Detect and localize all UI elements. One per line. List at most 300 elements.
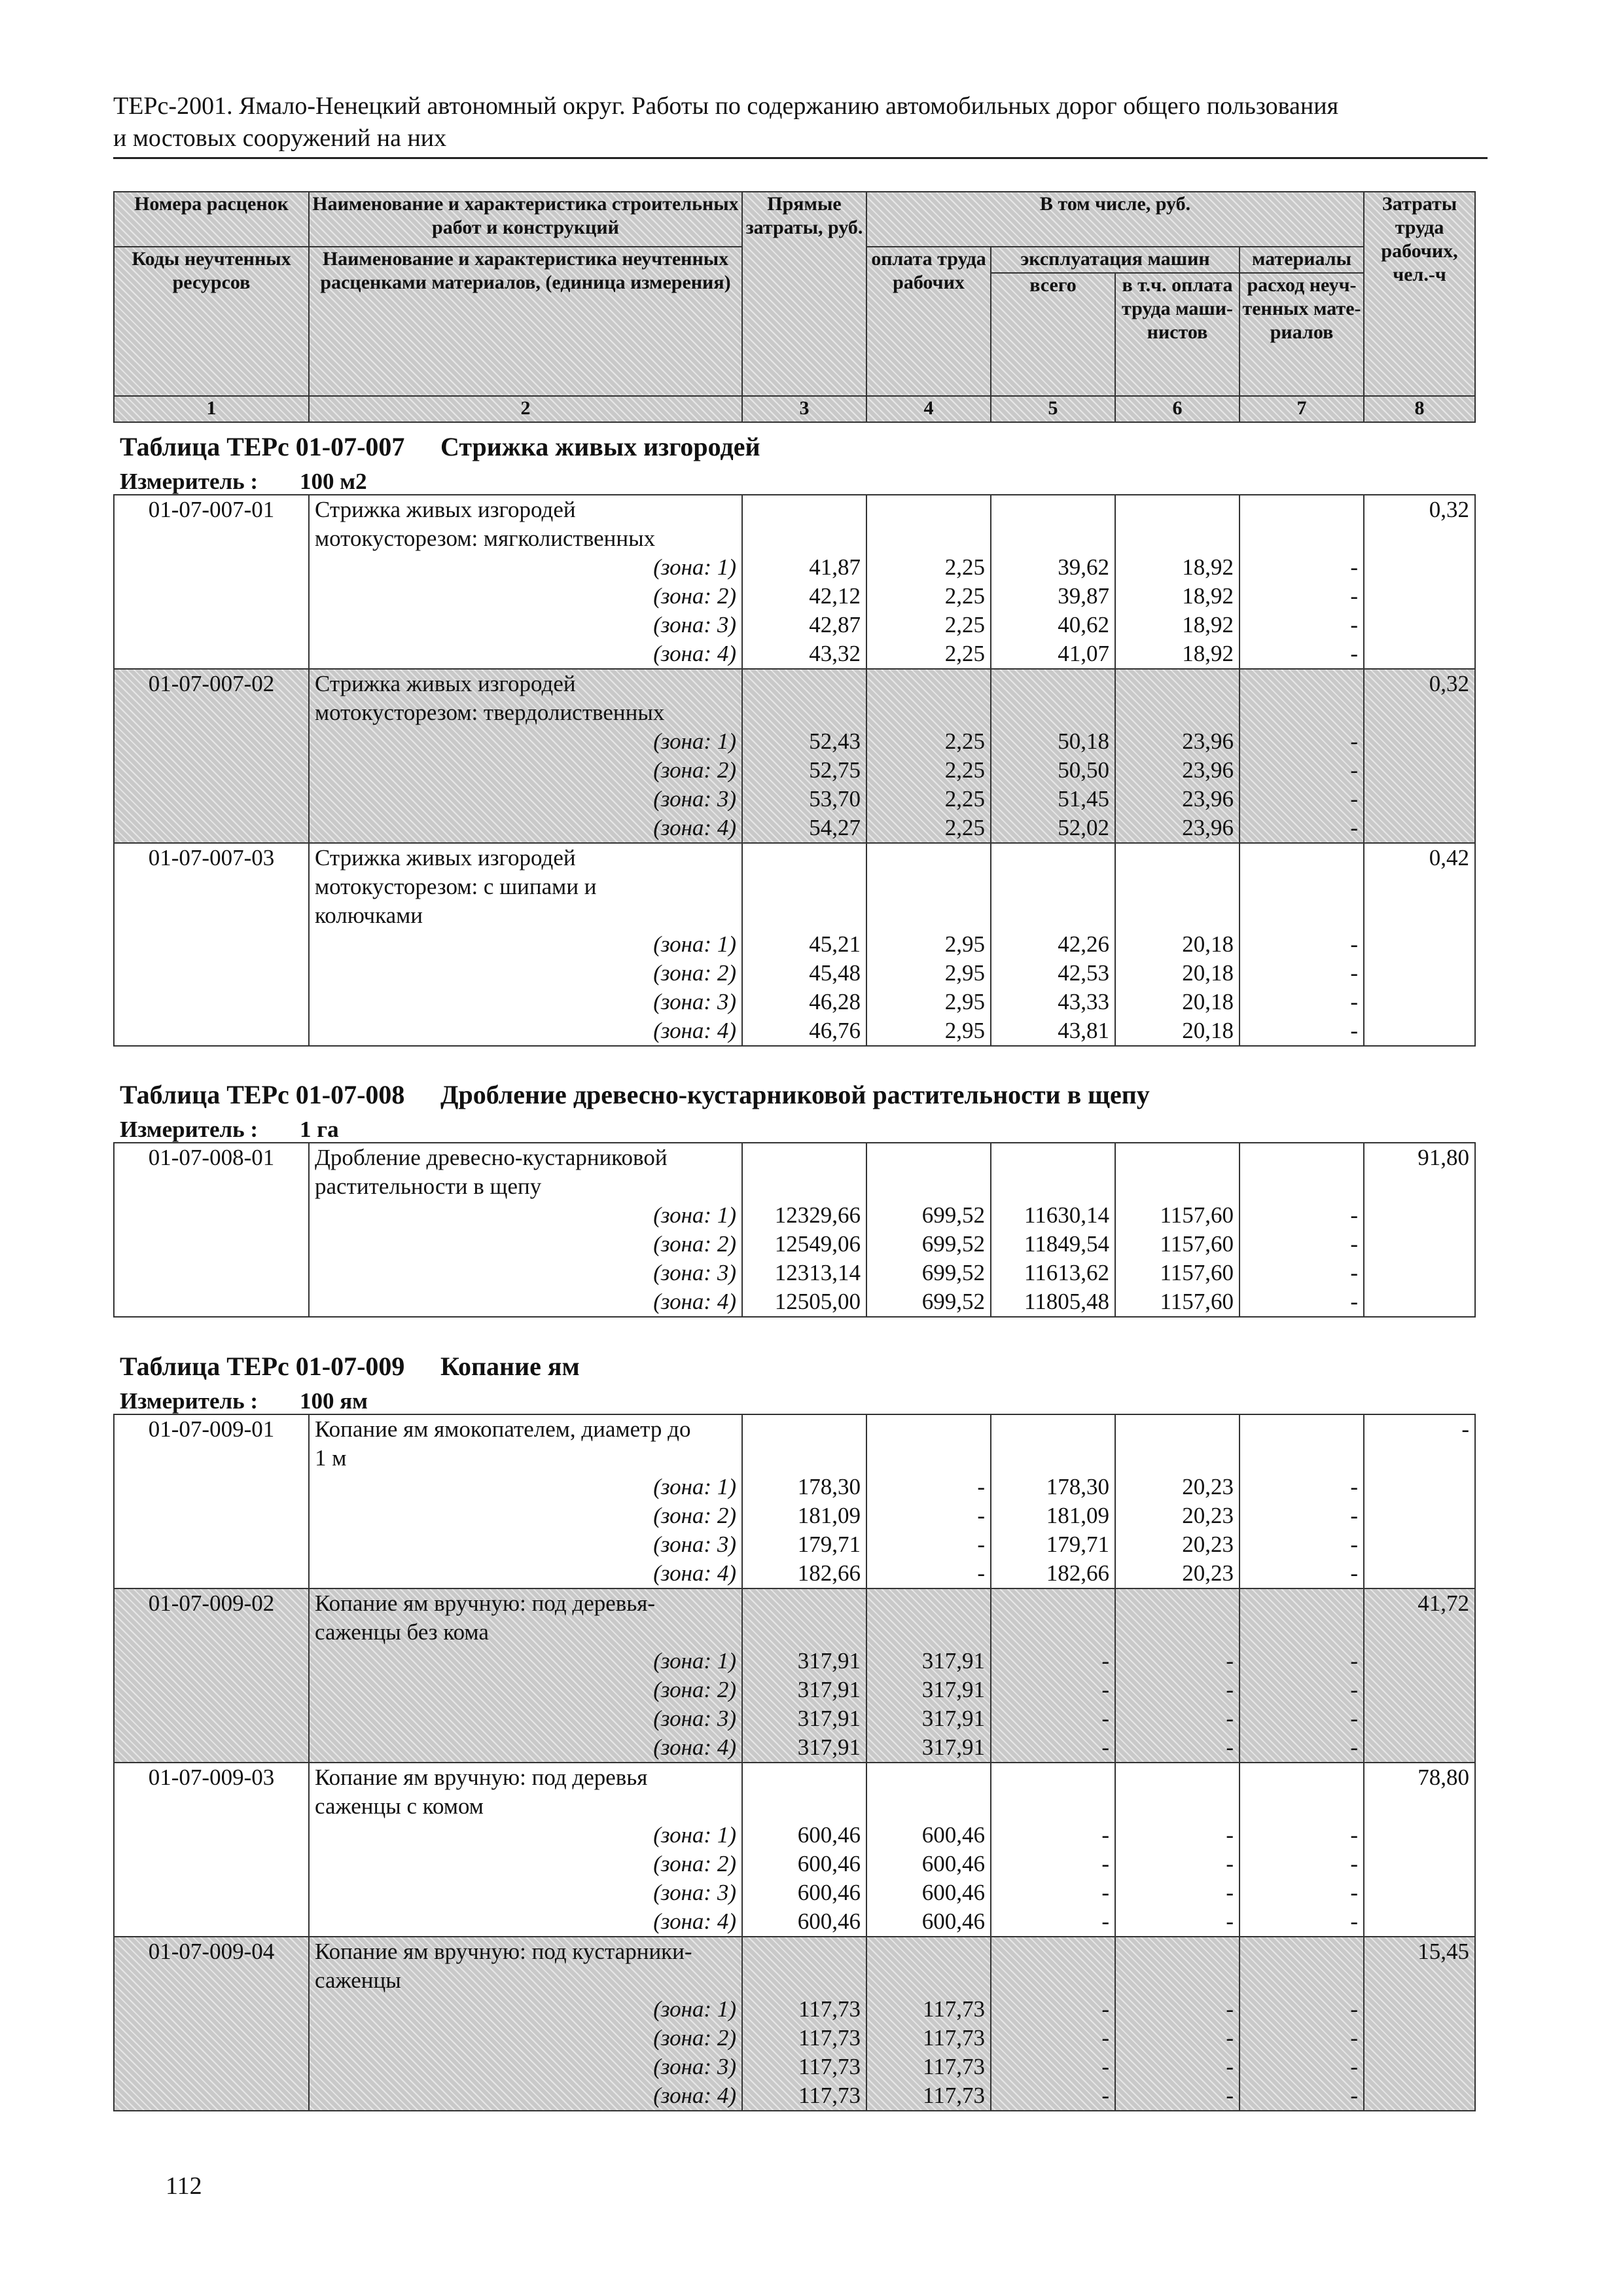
value-machines: 43,33 <box>1058 989 1109 1014</box>
rate-description <box>309 495 742 669</box>
value-wages: 2,25 <box>944 554 985 580</box>
column-number: 1 <box>114 396 309 422</box>
rate-description <box>309 1937 742 2111</box>
zone-label: (зона: 1) <box>653 1474 736 1499</box>
value-machines: 179,71 <box>1046 1532 1109 1557</box>
value-direct: 317,91 <box>797 1648 861 1674</box>
value-wages: 2,95 <box>944 960 985 986</box>
value-machines: 39,62 <box>1058 554 1109 580</box>
rate-row <box>114 843 1475 1046</box>
value-direct: 317,91 <box>797 1677 861 1702</box>
header-wages: оплата труда рабочих <box>866 247 991 396</box>
cell-materials <box>1240 1588 1364 1763</box>
value-direct: 46,76 <box>809 1018 861 1043</box>
cell-direct <box>742 843 866 1046</box>
labor-cost: - <box>1364 1414 1475 1588</box>
value-machinists: - <box>1226 1851 1234 1876</box>
rate-code: 01-07-009-04 <box>114 1937 309 2111</box>
value-machinists: 23,96 <box>1182 728 1234 754</box>
value-wages: 317,91 <box>921 1677 985 1702</box>
section-01-07-009 <box>113 1348 1474 2111</box>
cell-materials <box>1240 669 1364 843</box>
value-materials: - <box>1350 2025 1358 2051</box>
value-machinists: 20,18 <box>1182 989 1234 1014</box>
value-direct: 52,75 <box>809 757 861 783</box>
value-direct: 42,12 <box>809 583 861 609</box>
cell-machinists <box>1115 495 1240 669</box>
labor-cost: 0,32 <box>1364 669 1475 843</box>
value-wages: 317,91 <box>921 1706 985 1731</box>
measure-unit: 100 м2 <box>300 469 367 494</box>
value-machinists: 20,23 <box>1182 1532 1234 1557</box>
page-number: 112 <box>166 2172 202 2200</box>
zone-label: (зона: 2) <box>653 1231 736 1257</box>
value-wages: 2,25 <box>944 612 985 637</box>
header-work-name: Наименование и характеристика строительных работ и конструкций <box>309 192 742 247</box>
value-direct: 41,87 <box>809 554 861 580</box>
table-measure <box>113 465 1474 494</box>
value-wages: 2,95 <box>944 989 985 1014</box>
column-number: 8 <box>1364 396 1475 422</box>
value-materials: - <box>1350 815 1358 840</box>
cell-materials <box>1240 1143 1364 1317</box>
cell-direct <box>742 669 866 843</box>
cell-direct <box>742 1937 866 2111</box>
cell-materials <box>1240 495 1364 669</box>
value-materials: - <box>1350 1880 1358 1905</box>
table-title <box>113 1077 1474 1113</box>
cell-direct <box>742 1588 866 1763</box>
value-machinists: 20,18 <box>1182 931 1234 957</box>
value-materials: - <box>1350 1503 1358 1528</box>
zone-label: (зона: 1) <box>653 931 736 957</box>
column-number: 4 <box>866 396 991 422</box>
value-wages: 600,46 <box>921 1880 985 1905</box>
value-wages: 2,25 <box>944 786 985 812</box>
value-machinists: 18,92 <box>1182 554 1234 580</box>
value-wages: 117,73 <box>923 2054 985 2079</box>
value-wages: 317,91 <box>921 1734 985 1760</box>
rate-code: 01-07-007-02 <box>114 669 309 843</box>
value-direct: 182,66 <box>797 1560 861 1586</box>
value-materials: - <box>1350 1734 1358 1760</box>
table-name: Стрижка живых изгородей <box>440 432 760 461</box>
value-direct: 12313,14 <box>774 1260 861 1285</box>
column-header-table <box>113 191 1476 423</box>
description-line: Копание ям вручную: под кустарники- <box>315 1939 692 1964</box>
cell-wages <box>866 1763 991 1937</box>
value-machinists: - <box>1226 1648 1234 1674</box>
value-materials: - <box>1350 1202 1358 1228</box>
value-wages: 117,73 <box>923 2025 985 2051</box>
value-materials: - <box>1350 757 1358 783</box>
value-materials: - <box>1350 931 1358 957</box>
table-number: Таблица ТЕРс 01-07-008 <box>120 1080 405 1109</box>
value-wages: - <box>977 1532 985 1557</box>
header-material-name: Наименование и характеристика неучтенных расценками материалов, (единица измерения) <box>309 247 742 396</box>
cell-machines <box>991 1588 1115 1763</box>
zone-label: (зона: 1) <box>653 1996 736 2022</box>
cell-machinists <box>1115 1763 1240 1937</box>
value-direct: 54,27 <box>809 815 861 840</box>
table-name: Дробление древесно-кустарниковой растительности в щепу <box>440 1080 1150 1109</box>
zone-label: (зона: 3) <box>653 786 736 812</box>
cell-wages <box>866 1143 991 1317</box>
measure-unit: 100 ям <box>300 1388 368 1414</box>
running-title <box>113 90 1488 154</box>
value-direct: 12505,00 <box>774 1289 861 1314</box>
description-line: саженцы с комом <box>315 1793 484 1819</box>
zone-label: (зона: 2) <box>653 2025 736 2051</box>
rate-row <box>114 1143 1475 1317</box>
value-machines: 11630,14 <box>1024 1202 1109 1228</box>
rate-code: 01-07-007-03 <box>114 843 309 1046</box>
value-machines: - <box>1101 1677 1109 1702</box>
value-machines: - <box>1101 1996 1109 2022</box>
zone-label: (зона: 4) <box>653 2083 736 2108</box>
rate-code: 01-07-009-01 <box>114 1414 309 1588</box>
value-machinists: 18,92 <box>1182 583 1234 609</box>
value-machinists: - <box>1226 1706 1234 1731</box>
value-direct: 12329,66 <box>774 1202 861 1228</box>
running-title-line-1: ТЕРс-2001. Ямало-Ненецкий автономный округ. Работы по содержанию автомобильных дорог общего пользования <box>113 92 1339 120</box>
value-direct: 42,87 <box>809 612 861 637</box>
table-title <box>113 1348 1474 1385</box>
measure-label: Измеритель : <box>120 469 259 494</box>
description-line: мотокусторезом: мягколиственных <box>315 526 656 551</box>
value-direct: 52,43 <box>809 728 861 754</box>
value-wages: 2,25 <box>944 728 985 754</box>
value-materials: - <box>1350 728 1358 754</box>
rate-row <box>114 1937 1475 2111</box>
zone-label: (зона: 1) <box>653 1202 736 1228</box>
value-direct: 12549,06 <box>774 1231 861 1257</box>
header-including: В том числе, руб. <box>866 192 1364 247</box>
value-machinists: - <box>1226 1734 1234 1760</box>
value-wages: - <box>977 1560 985 1586</box>
cell-direct <box>742 495 866 669</box>
value-machines: - <box>1101 1822 1109 1848</box>
cell-wages <box>866 1414 991 1588</box>
value-machinists: 18,92 <box>1182 612 1234 637</box>
value-direct: 46,28 <box>809 989 861 1014</box>
measure-unit: 1 га <box>300 1117 339 1142</box>
column-number: 5 <box>991 396 1115 422</box>
value-materials: - <box>1350 641 1358 666</box>
rate-code: 01-07-009-03 <box>114 1763 309 1937</box>
cell-machinists <box>1115 843 1240 1046</box>
zone-label: (зона: 3) <box>653 1880 736 1905</box>
header-materials: материалы <box>1240 247 1364 273</box>
zone-label: (зона: 3) <box>653 989 736 1014</box>
cell-direct <box>742 1763 866 1937</box>
value-machines: 42,53 <box>1058 960 1109 986</box>
header-labor: Затраты труда рабочих, чел.-ч <box>1364 192 1475 396</box>
value-machines: 182,66 <box>1046 1560 1109 1586</box>
value-machinists: - <box>1226 2083 1234 2108</box>
section-01-07-007 <box>113 429 1474 1047</box>
value-materials: - <box>1350 1648 1358 1674</box>
rate-code: 01-07-007-01 <box>114 495 309 669</box>
column-number: 3 <box>742 396 866 422</box>
measure-label: Измеритель : <box>120 1117 259 1142</box>
value-machines: 52,02 <box>1058 815 1109 840</box>
value-machinists: - <box>1226 1996 1234 2022</box>
value-machines: 51,45 <box>1058 786 1109 812</box>
value-direct: 45,48 <box>809 960 861 986</box>
value-machines: 11805,48 <box>1024 1289 1109 1314</box>
value-materials: - <box>1350 1532 1358 1557</box>
cell-wages <box>866 495 991 669</box>
zone-label: (зона: 3) <box>653 2054 736 2079</box>
cell-machines <box>991 1763 1115 1937</box>
value-wages: 600,46 <box>921 1822 985 1848</box>
zone-label: (зона: 3) <box>653 1706 736 1731</box>
description-line: Стрижка живых изгородей <box>315 845 576 870</box>
value-wages: 699,52 <box>921 1202 985 1228</box>
description-line: 1 м <box>315 1445 347 1471</box>
value-materials: - <box>1350 1822 1358 1848</box>
value-materials: - <box>1350 989 1358 1014</box>
value-materials: - <box>1350 1260 1358 1285</box>
zone-label: (зона: 1) <box>653 554 736 580</box>
zone-label: (зона: 1) <box>653 728 736 754</box>
value-wages: 117,73 <box>923 1996 985 2022</box>
header-direct-costs: Прямые затраты, руб. <box>742 192 866 396</box>
cell-materials <box>1240 843 1364 1046</box>
cell-materials <box>1240 1763 1364 1937</box>
rate-row <box>114 669 1475 843</box>
value-materials: - <box>1350 554 1358 580</box>
zone-label: (зона: 4) <box>653 1560 736 1586</box>
description-line: мотокусторезом: с шипами и <box>315 874 597 899</box>
value-wages: - <box>977 1503 985 1528</box>
value-direct: 117,73 <box>798 2054 861 2079</box>
cell-wages <box>866 843 991 1046</box>
description-line: Стрижка живых изгородей <box>315 671 576 696</box>
value-machinists: 1157,60 <box>1160 1231 1234 1257</box>
value-materials: - <box>1350 1474 1358 1499</box>
cell-direct <box>742 1414 866 1588</box>
table-measure <box>113 1113 1474 1142</box>
value-machines: - <box>1101 1706 1109 1731</box>
value-machinists: - <box>1226 1909 1234 1934</box>
value-wages: 2,95 <box>944 931 985 957</box>
value-machines: 41,07 <box>1058 641 1109 666</box>
value-machines: - <box>1101 1734 1109 1760</box>
header-total: всего <box>991 273 1115 396</box>
value-machines: 181,09 <box>1046 1503 1109 1528</box>
value-direct: 600,46 <box>797 1880 861 1905</box>
value-machines: 178,30 <box>1046 1474 1109 1499</box>
description-line: Дробление древесно-кустарниковой <box>315 1145 668 1170</box>
header-unaccounted-materials: расход неуч-тенных мате-риалов <box>1240 273 1364 396</box>
value-materials: - <box>1350 1851 1358 1876</box>
rate-row <box>114 1588 1475 1763</box>
rate-description <box>309 669 742 843</box>
column-number: 2 <box>309 396 742 422</box>
column-number: 7 <box>1240 396 1364 422</box>
rate-code: 01-07-009-02 <box>114 1588 309 1763</box>
rate-description <box>309 1414 742 1588</box>
value-machines: - <box>1101 1851 1109 1876</box>
cell-machinists <box>1115 1414 1240 1588</box>
value-wages: 699,52 <box>921 1289 985 1314</box>
value-machinists: 20,23 <box>1182 1474 1234 1499</box>
table-name: Копание ям <box>440 1352 580 1381</box>
value-machines: 50,50 <box>1058 757 1109 783</box>
value-machinists: - <box>1226 1880 1234 1905</box>
zone-label: (зона: 2) <box>653 1677 736 1702</box>
zone-label: (зона: 1) <box>653 1648 736 1674</box>
value-machines: 50,18 <box>1058 728 1109 754</box>
value-direct: 43,32 <box>809 641 861 666</box>
cell-machines <box>991 1143 1115 1317</box>
value-machinists: - <box>1226 1677 1234 1702</box>
zone-label: (зона: 2) <box>653 583 736 609</box>
value-machines: 43,81 <box>1058 1018 1109 1043</box>
value-materials: - <box>1350 1706 1358 1731</box>
cell-machinists <box>1115 1143 1240 1317</box>
zone-label: (зона: 4) <box>653 1289 736 1314</box>
cell-machines <box>991 495 1115 669</box>
cell-wages <box>866 1588 991 1763</box>
value-direct: 600,46 <box>797 1822 861 1848</box>
zone-label: (зона: 2) <box>653 1503 736 1528</box>
section-01-07-008 <box>113 1077 1474 1318</box>
description-line: Копание ям ямокопателем, диаметр до <box>315 1416 691 1442</box>
value-direct: 178,30 <box>797 1474 861 1499</box>
value-machines: - <box>1101 2083 1109 2108</box>
zone-label: (зона: 4) <box>653 1018 736 1043</box>
value-machinists: 23,96 <box>1182 815 1234 840</box>
value-machines: 40,62 <box>1058 612 1109 637</box>
header-machinist-wages: в т.ч. оплата труда маши-нистов <box>1115 273 1240 396</box>
value-direct: 117,73 <box>798 2083 861 2108</box>
value-wages: 2,25 <box>944 815 985 840</box>
zone-label: (зона: 3) <box>653 1260 736 1285</box>
cell-machines <box>991 1414 1115 1588</box>
header-rule <box>113 157 1488 159</box>
zone-label: (зона: 1) <box>653 1822 736 1848</box>
value-machinists: 23,96 <box>1182 757 1234 783</box>
value-wages: 600,46 <box>921 1909 985 1934</box>
header-resource-codes: Коды неучтенных ресурсов <box>114 247 309 396</box>
rates-table <box>113 1142 1476 1318</box>
table-measure <box>113 1385 1474 1414</box>
value-materials: - <box>1350 1677 1358 1702</box>
value-machinists: - <box>1226 2054 1234 2079</box>
value-machines: 42,26 <box>1058 931 1109 957</box>
zone-label: (зона: 2) <box>653 1851 736 1876</box>
value-machines: - <box>1101 1880 1109 1905</box>
zone-label: (зона: 3) <box>653 1532 736 1557</box>
value-wages: 2,25 <box>944 583 985 609</box>
value-direct: 45,21 <box>809 931 861 957</box>
column-number: 6 <box>1115 396 1240 422</box>
table-title <box>113 429 1474 465</box>
labor-cost: 15,45 <box>1364 1937 1475 2111</box>
value-materials: - <box>1350 1289 1358 1314</box>
value-wages: 2,25 <box>944 757 985 783</box>
description-line: Стрижка живых изгородей <box>315 497 576 522</box>
header-machine-operation: эксплуатация машин <box>991 247 1240 273</box>
rate-row <box>114 1763 1475 1937</box>
value-wages: 600,46 <box>921 1851 985 1876</box>
rate-row <box>114 495 1475 669</box>
value-machinists: 20,23 <box>1182 1503 1234 1528</box>
description-line: Копание ям вручную: под деревья <box>315 1765 648 1790</box>
value-materials: - <box>1350 1560 1358 1586</box>
value-materials: - <box>1350 786 1358 812</box>
value-machines: - <box>1101 2054 1109 2079</box>
value-materials: - <box>1350 1231 1358 1257</box>
value-machines: 11613,62 <box>1024 1260 1109 1285</box>
value-machines: 11849,54 <box>1024 1231 1109 1257</box>
value-machinists: 20,23 <box>1182 1560 1234 1586</box>
value-machinists: 18,92 <box>1182 641 1234 666</box>
value-materials: - <box>1350 612 1358 637</box>
value-direct: 117,73 <box>798 2025 861 2051</box>
description-line: Копание ям вручную: под деревья- <box>315 1590 656 1616</box>
rate-description <box>309 843 742 1046</box>
value-wages: 2,25 <box>944 641 985 666</box>
description-line: мотокусторезом: твердолиственных <box>315 700 665 725</box>
value-direct: 600,46 <box>797 1909 861 1934</box>
description-line: саженцы <box>315 1967 401 1993</box>
value-direct: 600,46 <box>797 1851 861 1876</box>
zone-label: (зона: 3) <box>653 612 736 637</box>
value-direct: 179,71 <box>797 1532 861 1557</box>
cell-wages <box>866 669 991 843</box>
cell-direct <box>742 1143 866 1317</box>
value-direct: 53,70 <box>809 786 861 812</box>
cell-machinists <box>1115 1588 1240 1763</box>
zone-label: (зона: 2) <box>653 757 736 783</box>
rate-code: 01-07-008-01 <box>114 1143 309 1317</box>
value-materials: - <box>1350 1996 1358 2022</box>
value-direct: 317,91 <box>797 1706 861 1731</box>
measure-label: Измеритель : <box>120 1388 259 1414</box>
cell-wages <box>866 1937 991 2111</box>
table-number: Таблица ТЕРс 01-07-009 <box>120 1352 405 1381</box>
cell-materials <box>1240 1937 1364 2111</box>
value-machines: - <box>1101 1909 1109 1934</box>
value-machines: - <box>1101 2025 1109 2051</box>
value-materials: - <box>1350 583 1358 609</box>
table-number: Таблица ТЕРс 01-07-007 <box>120 432 405 461</box>
labor-cost: 78,80 <box>1364 1763 1475 1937</box>
description-line: колючками <box>315 903 423 928</box>
value-direct: 117,73 <box>798 1996 861 2022</box>
cell-machines <box>991 843 1115 1046</box>
zone-label: (зона: 2) <box>653 960 736 986</box>
description-line: растительности в щепу <box>315 1174 542 1199</box>
labor-cost: 0,42 <box>1364 843 1475 1046</box>
value-wages: 117,73 <box>923 2083 985 2108</box>
value-machines: - <box>1101 1648 1109 1674</box>
zone-label: (зона: 4) <box>653 641 736 666</box>
value-wages: 699,52 <box>921 1231 985 1257</box>
value-materials: - <box>1350 1909 1358 1934</box>
value-materials: - <box>1350 2083 1358 2108</box>
rate-description <box>309 1143 742 1317</box>
value-materials: - <box>1350 1018 1358 1043</box>
cell-machines <box>991 669 1115 843</box>
cell-machinists <box>1115 669 1240 843</box>
running-title-line-2: и мостовых сооружений на них <box>113 124 447 152</box>
value-machinists: 1157,60 <box>1160 1289 1234 1314</box>
